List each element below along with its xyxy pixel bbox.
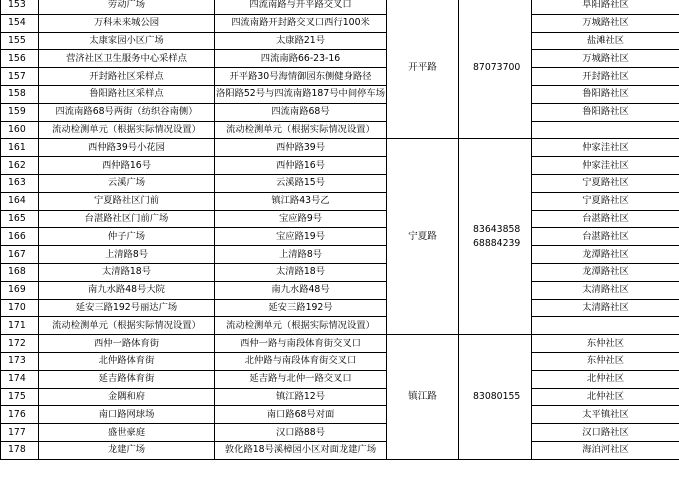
row-number-cell: 166 [1, 228, 39, 246]
community-cell: 海泊河社区 [532, 441, 679, 459]
row-number-cell: 173 [1, 352, 39, 370]
address-cell: 太清路18号 [215, 263, 387, 281]
row-number-cell: 165 [1, 210, 39, 228]
community-cell: 北仲社区 [532, 370, 679, 388]
site-name-cell: 南九水路48号大院 [39, 281, 215, 299]
community-cell: 盐滩社区 [532, 32, 679, 50]
table-row [1, 103, 679, 121]
address-cell: 开平路30号海情御园东侧健身路径 [215, 68, 387, 86]
table-row [1, 139, 679, 157]
site-name-cell: 劳动广场 [39, 0, 215, 14]
table-row [1, 14, 679, 32]
phone-number: 68884239 [473, 237, 521, 249]
table-row [1, 157, 679, 175]
table-row [1, 228, 679, 246]
site-name-cell: 龙建广场 [39, 441, 215, 459]
table-body [1, 0, 679, 459]
site-name-cell: 延安三路192号丽达广场 [39, 299, 215, 317]
community-cell: 仲家洼社区 [532, 139, 679, 157]
community-cell: 万城路社区 [532, 50, 679, 68]
table-row [1, 281, 679, 299]
address-cell: 汉口路88号 [215, 424, 387, 442]
table-row [1, 32, 679, 50]
address-cell: 西仲路39号 [215, 139, 387, 157]
community-cell: 鲁阳路社区 [532, 85, 679, 103]
table-row [1, 406, 679, 424]
site-name-cell: 金隅和府 [39, 388, 215, 406]
site-name-cell: 台湛路社区门前广场 [39, 210, 215, 228]
site-name-cell: 营济社区卫生服务中心采样点 [39, 50, 215, 68]
table-row [1, 192, 679, 210]
row-number-cell: 177 [1, 424, 39, 442]
site-name-cell: 北仲路体育街 [39, 352, 215, 370]
address-cell: 镇江路12号 [215, 388, 387, 406]
address-cell: 四流南路66-23-16 [215, 50, 387, 68]
community-cell [532, 121, 679, 139]
row-number-cell: 155 [1, 32, 39, 50]
community-cell: 开封路社区 [532, 68, 679, 86]
phone-number: 83643858 [473, 223, 521, 235]
site-name-cell: 万科未来城公园 [39, 14, 215, 32]
community-cell: 鲁阳路社区 [532, 103, 679, 121]
community-cell: 龙潭路社区 [532, 263, 679, 281]
table-row [1, 424, 679, 442]
row-number-cell: 176 [1, 406, 39, 424]
community-cell: 太清路社区 [532, 299, 679, 317]
address-cell: 镇江路43号乙 [215, 192, 387, 210]
address-cell: 四流南路与开平路交叉口 [215, 0, 387, 14]
site-name-cell: 上清路8号 [39, 246, 215, 264]
table-row [1, 352, 679, 370]
community-cell: 北仲社区 [532, 388, 679, 406]
row-number-cell: 168 [1, 263, 39, 281]
table-row [1, 174, 679, 192]
row-number-cell: 154 [1, 14, 39, 32]
row-number-cell: 161 [1, 139, 39, 157]
row-number-cell: 167 [1, 246, 39, 264]
row-number-cell: 162 [1, 157, 39, 175]
row-number-cell: 169 [1, 281, 39, 299]
address-cell: 西仲路16号 [215, 157, 387, 175]
community-cell: 台湛路社区 [532, 228, 679, 246]
community-cell: 汉口路社区 [532, 424, 679, 442]
phone-cell [459, 139, 532, 335]
phone-cell [459, 335, 532, 460]
address-cell: 四流南路开封路交叉口西行100米 [215, 14, 387, 32]
community-cell: 万城路社区 [532, 14, 679, 32]
community-cell: 阜阳路社区 [532, 0, 679, 14]
site-name-cell: 盛世豪庭 [39, 424, 215, 442]
address-cell: 洛阳路52号与四流南路187号中间停车场 [215, 85, 387, 103]
street-cell: 镇江路 [387, 335, 459, 460]
address-cell: 西仲一路与南段体育街交叉口 [215, 335, 387, 353]
community-cell: 仲家洼社区 [532, 157, 679, 175]
table-row [1, 50, 679, 68]
phone-number: 87073700 [473, 61, 521, 73]
site-name-cell: 四流南路68号两街（纺织谷南侧） [39, 103, 215, 121]
site-name-cell: 云溪广场 [39, 174, 215, 192]
community-cell: 宁夏路社区 [532, 192, 679, 210]
address-cell: 上清路8号 [215, 246, 387, 264]
address-cell: 延吉路与北仲一路交叉口 [215, 370, 387, 388]
row-number-cell: 160 [1, 121, 39, 139]
row-number-cell: 164 [1, 192, 39, 210]
site-name-cell: 西仲路16号 [39, 157, 215, 175]
community-cell: 台湛路社区 [532, 210, 679, 228]
row-number-cell: 172 [1, 335, 39, 353]
community-cell: 太清路社区 [532, 281, 679, 299]
row-number-cell: 175 [1, 388, 39, 406]
address-cell: 云溪路15号 [215, 174, 387, 192]
table-row [1, 210, 679, 228]
table-row [1, 299, 679, 317]
table-row [1, 68, 679, 86]
community-cell: 东仲社区 [532, 335, 679, 353]
address-cell: 宝应路9号 [215, 210, 387, 228]
site-name-cell: 流动检测单元（根据实际情况设置） [39, 121, 215, 139]
street-cell: 宁夏路 [387, 139, 459, 335]
community-cell: 宁夏路社区 [532, 174, 679, 192]
address-cell: 北仲路与南段体育街交叉口 [215, 352, 387, 370]
community-cell: 东仲社区 [532, 352, 679, 370]
address-cell: 敦化路18号溪樟园小区对面龙建广场 [215, 441, 387, 459]
site-name-cell: 延吉路体育街 [39, 370, 215, 388]
community-cell [532, 317, 679, 335]
address-cell: 南口路68号对面 [215, 406, 387, 424]
address-cell: 南九水路48号 [215, 281, 387, 299]
site-name-cell: 太康家园小区广场 [39, 32, 215, 50]
row-number-cell: 178 [1, 441, 39, 459]
site-name-cell: 仲子广场 [39, 228, 215, 246]
address-cell: 宝应路19号 [215, 228, 387, 246]
table-row [1, 317, 679, 335]
site-name-cell: 西仲路39号小花园 [39, 139, 215, 157]
street-cell: 开平路 [387, 0, 459, 139]
phone-cell [459, 0, 532, 139]
address-cell: 四流南路68号 [215, 103, 387, 121]
address-cell: 流动检测单元（根据实际情况设置） [215, 121, 387, 139]
row-number-cell: 174 [1, 370, 39, 388]
table-row [1, 370, 679, 388]
site-name-cell: 南口路网球场 [39, 406, 215, 424]
address-cell: 太康路21号 [215, 32, 387, 50]
table-row [1, 0, 679, 14]
table-row [1, 388, 679, 406]
row-number-cell: 163 [1, 174, 39, 192]
community-cell: 龙潭路社区 [532, 246, 679, 264]
table-row [1, 121, 679, 139]
site-name-cell: 开封路社区采样点 [39, 68, 215, 86]
row-number-cell: 156 [1, 50, 39, 68]
address-cell: 延安三路192号 [215, 299, 387, 317]
community-cell: 太平镇社区 [532, 406, 679, 424]
row-number-cell: 158 [1, 85, 39, 103]
row-number-cell: 170 [1, 299, 39, 317]
row-number-cell: 159 [1, 103, 39, 121]
site-name-cell: 太清路18号 [39, 263, 215, 281]
table-row [1, 263, 679, 281]
site-name-cell: 西仲一路体育街 [39, 335, 215, 353]
table-row [1, 246, 679, 264]
phone-number: 83080155 [473, 390, 521, 402]
site-name-cell: 宁夏路社区门前 [39, 192, 215, 210]
row-number-cell: 153 [1, 0, 39, 14]
site-name-cell: 鲁阳路社区采样点 [39, 85, 215, 103]
site-name-cell: 流动检测单元（根据实际情况设置） [39, 317, 215, 335]
row-number-cell: 171 [1, 317, 39, 335]
table-row [1, 85, 679, 103]
table-row [1, 335, 679, 353]
row-number-cell: 157 [1, 68, 39, 86]
address-cell: 流动检测单元（根据实际情况设置） [215, 317, 387, 335]
table-row [1, 441, 679, 459]
